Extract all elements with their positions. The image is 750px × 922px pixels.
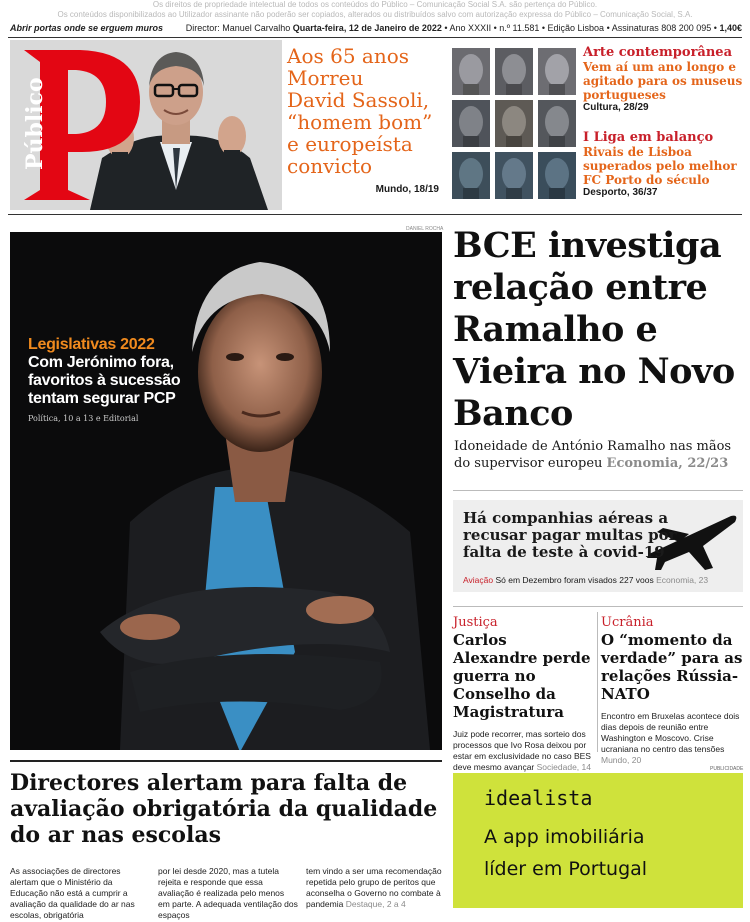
- ucrania-body-text: Encontro em Bruxelas acontece dois dias depois de reunião entre Washington e Moscovo. Crise ucraniana no centro das tensões: [601, 711, 740, 754]
- airlines-text: Só em Dezembro foram visados 227 voos: [495, 575, 654, 585]
- sassoli-teaser[interactable]: [287, 45, 447, 201]
- director: Director: Manuel Carvalho: [185, 23, 291, 33]
- photo-credit: DANIEL ROCHA: [406, 226, 444, 232]
- schools-body-col-2: por lei desde 2020, mas a tutela rejeita e responde que essa avaliação é realizada pelo menos em parte. A adequada ventilação dos espaços: [158, 866, 298, 920]
- main-headline[interactable]: BCE investiga relação entre Ramalho e Vieira no Novo Banco: [453, 225, 735, 434]
- liga-teaser[interactable]: [583, 130, 743, 198]
- schools-body-col-3-text: tem vindo a ser uma recomendação repetida pelo grupo de peritos que aconselha o Governo no combate à pandemia: [306, 866, 442, 909]
- masthead-rule: [8, 37, 742, 38]
- art-ref: Cultura, 28/29: [583, 102, 649, 113]
- main-standfirst: [454, 438, 744, 472]
- justica-section: Sociedade, 14: [536, 762, 591, 772]
- price: 1,40€: [719, 23, 742, 33]
- ad-line-2: líder em Portugal: [484, 858, 648, 880]
- main-rule: [453, 490, 743, 491]
- ucrania-body: [601, 711, 743, 766]
- sculpture-photo-grid: [452, 48, 576, 200]
- schools-body-col-3: [306, 866, 446, 910]
- justica-body-text: Juiz pode recorrer, mas sorteio dos processos que Ivo Rosa deixou por estar em exclusividade no caso BES deve mesmo avançar: [453, 729, 591, 772]
- sassoli-line-4: “homem bom”: [287, 110, 433, 134]
- date: Quarta-feira, 12 de Janeiro de 2022: [292, 23, 442, 33]
- sassoli-ref: Mundo, 18/19: [375, 184, 439, 195]
- sculpture-photo: [538, 100, 576, 147]
- sculpture-photo: [452, 152, 490, 199]
- sculpture-photo: [495, 152, 533, 199]
- column-divider: [597, 612, 598, 752]
- ad-label: PUBLICIDADE: [710, 766, 744, 772]
- liga-kicker: I Liga em balanço: [583, 130, 714, 145]
- edition-info: [186, 23, 742, 33]
- ucrania-section: Mundo, 20: [601, 755, 642, 765]
- main-standfirst-text: Idoneidade de António Ramalho nas mãos do supervisor europeu: [454, 439, 732, 471]
- main-section-ref: Economia, 22/23: [606, 456, 729, 471]
- liga-text: Rivais de Lisboa superados pelo melhor FC Porto do século: [583, 145, 737, 187]
- legal-notice: [0, 0, 750, 22]
- ucrania-title: O “momento da verdade” para as relações Rússia-NATO: [601, 631, 743, 703]
- sculpture-photo: [495, 100, 533, 147]
- sculpture-photo: [495, 48, 533, 95]
- sassoli-line-6: convicto: [287, 154, 373, 178]
- tagline: Abrir portas onde se erguem muros: [10, 23, 164, 33]
- sculpture-photo: [538, 48, 576, 95]
- sassoli-line-3: David Sassoli,: [287, 88, 430, 112]
- ad-brand: idealista: [484, 786, 593, 810]
- schools-section: Destaque, 2 a 4: [345, 899, 406, 909]
- airlines-section: Economia, 23: [656, 575, 709, 585]
- justica-kicker: Justiça: [453, 615, 498, 630]
- sassoli-line-1: Aos 65 anos: [287, 44, 410, 68]
- sassoli-line-5: e europeísta: [287, 132, 413, 156]
- airlines-footer: [463, 575, 738, 585]
- art-text: Vem aí um ano longo e agitado para os museus portugueses: [583, 60, 743, 102]
- columns-rule: [453, 606, 743, 607]
- issue-info: • Ano XXXII • n.º 11.581 • Edição Lisboa • Assinaturas 808 200 095 •: [444, 23, 717, 33]
- legal-line-1: Os direitos de propriedade intelectual de todos os conteúdos do Público – Comunicação Social S.A. são pertença do Público.: [152, 0, 598, 9]
- sculpture-photo: [452, 100, 490, 147]
- bottom-rule: [10, 760, 442, 762]
- sassoli-line-2: Morreu: [287, 66, 364, 90]
- pcp-teaser[interactable]: [28, 336, 188, 423]
- sculpture-photo: [452, 48, 490, 95]
- schools-headline[interactable]: Directores alertam para falta de avaliação obrigatória da qualidade do ar nas escolas: [10, 770, 438, 848]
- pcp-ref: Política, 10 a 13 e Editorial: [28, 414, 139, 423]
- liga-ref: Desporto, 36/37: [583, 187, 658, 198]
- ucrania-kicker: Ucrânia: [601, 615, 654, 630]
- schools-body-col-1: As associações de directores alertam que o Ministério da Educação não está a cumprir a avaliação da qualidade do ar nas escolas, obrigatória: [10, 866, 135, 920]
- portrait-illustration: [10, 232, 442, 750]
- publico-logo: [10, 40, 150, 210]
- airlines-title: Há companhias aéreas a recusar pagar multas por falta de teste à covid-19: [463, 509, 677, 561]
- justica-teaser[interactable]: [453, 615, 593, 773]
- sculpture-photo: [538, 152, 576, 199]
- art-teaser[interactable]: [583, 45, 743, 113]
- pcp-title: Com Jerónimo fora, favoritos à sucessão tentam segurar PCP: [28, 354, 181, 407]
- masthead-bar: [8, 23, 742, 36]
- logo-wordmark: Público: [22, 77, 48, 170]
- ucrania-teaser[interactable]: [601, 615, 743, 766]
- legal-line-2: Os conteúdos disponibilizados ao Utilizador assinante não poderão ser copiados, alterados ou distribuídos salvo com autorização expressa do Público – Comunicação Social, S.A.: [57, 10, 693, 19]
- justica-body: [453, 729, 593, 773]
- art-kicker: Arte contemporânea: [583, 45, 732, 60]
- justica-title: Carlos Alexandre perde guerra no Conselho da Magistratura: [453, 631, 591, 721]
- pcp-kicker: Legislativas 2022: [28, 336, 155, 353]
- ad-line-1: A app imobiliária: [484, 826, 645, 848]
- header-rule: [8, 214, 742, 215]
- jeronimo-photo: [10, 232, 442, 750]
- airlines-kicker: Aviação: [463, 575, 494, 585]
